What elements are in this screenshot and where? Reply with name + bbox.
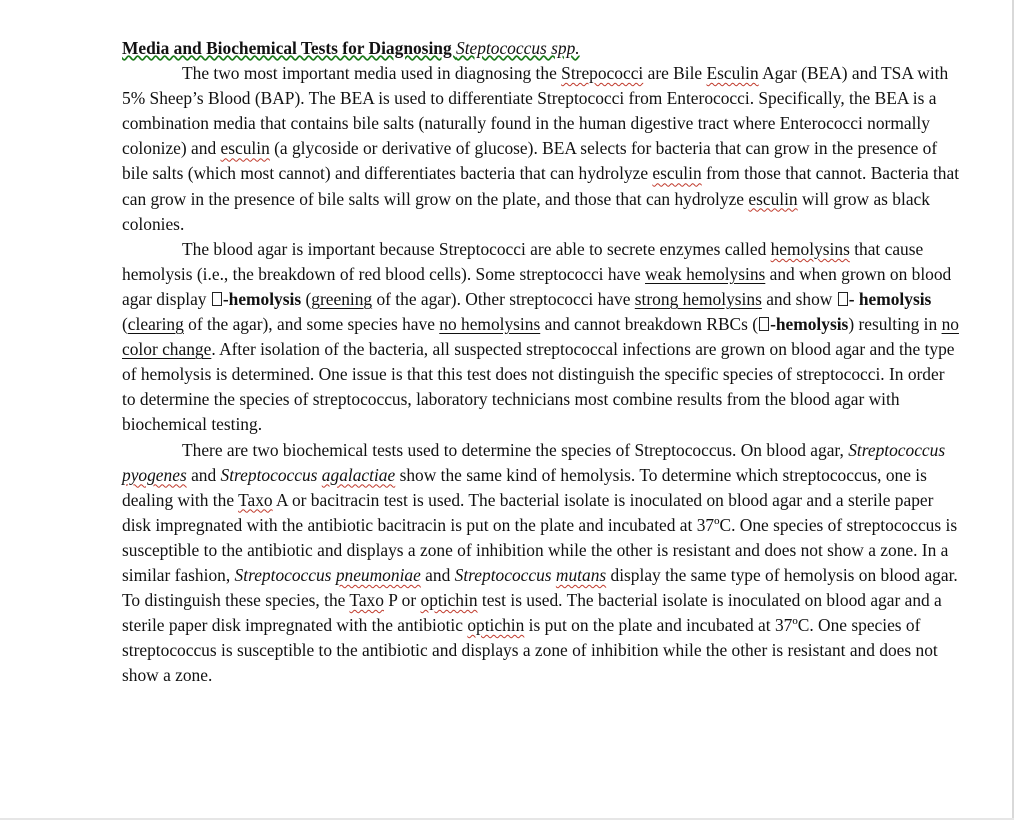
document-body xyxy=(122,36,962,688)
species-genus: Streptococcus xyxy=(220,464,322,485)
text-run: show the same kind of hemolysis. To determine which streptococcus, one is dealing with the xyxy=(122,464,927,510)
species-genus: Streptococcus xyxy=(454,564,556,585)
spelling-flag: pyogenes xyxy=(122,464,187,485)
species-genus: Streptococcus xyxy=(234,564,336,585)
text-run: ( xyxy=(301,288,312,309)
text-run: ) resulting in xyxy=(848,314,942,335)
text-run: of the agar). Other streptococci have xyxy=(372,288,635,309)
underlined-term: strong hemolysins xyxy=(634,288,762,309)
text-run: P or xyxy=(383,590,421,611)
text-run: Agar (BEA) and TSA with 5% Sheep’s Blood (BAP). The BEA is used to differentiate Streptococci from Enterococci. Specifically, the BEA is a combination media that contains bile salts (naturally found in the human digestive tract where Enterococci normally colonize) and xyxy=(122,63,949,159)
text-run: test is used. The bacterial isolate is inoculated on blood agar and a sterile paper disk impregnated with the antibiotic xyxy=(122,590,942,636)
text-run: of the agar), and some species have xyxy=(183,314,440,335)
text-run: There are two biochemical tests used to determine the species of Streptococcus. On blood agar, xyxy=(182,439,849,460)
paragraph-blood-agar xyxy=(122,237,962,438)
text-run: that cause hemolysis (i.e., the breakdown of red blood cells). Some streptococci have xyxy=(122,238,924,284)
text-run: and show xyxy=(761,288,837,309)
spelling-flag: esculin xyxy=(220,138,270,159)
text-run: and xyxy=(420,564,455,585)
paragraph-media xyxy=(122,61,962,237)
underlined-term: weak hemolysins xyxy=(645,263,766,284)
spelling-flag: Esculin xyxy=(706,63,759,84)
underlined-term: clearing xyxy=(127,314,184,335)
bold-term: - hemolysis xyxy=(848,288,932,309)
text-run: and when grown on blood agar display xyxy=(122,263,952,309)
spelling-flag: Taxo xyxy=(349,590,384,611)
text-run: will grow as black colonies. xyxy=(122,188,930,234)
underlined-term: no color change xyxy=(122,314,959,360)
species-genus: Streptococcus xyxy=(848,439,946,460)
spelling-flag: optichin xyxy=(467,615,525,636)
spelling-flag: esculin xyxy=(748,188,798,209)
spelling-flag: optichin xyxy=(420,590,478,611)
spelling-flag: mutans xyxy=(555,564,607,585)
underlined-term: greening xyxy=(311,288,373,309)
missing-glyph-icon xyxy=(838,292,848,306)
spelling-flag: hemolysins xyxy=(770,238,850,259)
text-run: and cannot breakdown RBCs ( xyxy=(540,314,759,335)
spelling-flag: pneumoniae xyxy=(335,564,421,585)
document-title xyxy=(122,36,962,61)
title-genus: Steptococcus spp. xyxy=(456,38,580,58)
text-run: and xyxy=(186,464,221,485)
bold-term: -hemolysis xyxy=(222,288,302,309)
text-run: . After isolation of the bacteria, all suspected streptococcal infections are grown on blood agar and the type of hemolysis is determined. One issue is that this test does not distinguish the specific species of streptococci. In order to determine the species of streptococcus, laboratory technicians most combine results from the blood agar with biochemical testing. xyxy=(122,339,955,435)
spelling-flag: Taxo xyxy=(238,489,273,510)
bold-term: -hemolysis xyxy=(770,314,849,335)
text-run: A or bacitracin test is used. The bacterial isolate is inoculated on blood agar and a sterile paper disk impregnated with the antibiotic bacitracin is put on the plate and incubated at 37ºC. One species of streptococcus is susceptible to the antibiotic and displays a zone of inhibition while the other is resistant and does not show a zone. In a similar fashion, xyxy=(122,489,958,585)
text-run: ( xyxy=(122,314,128,335)
text-run: The blood agar is important because Streptococci are able to secrete enzymes called xyxy=(182,238,771,259)
underlined-term: no hemolysins xyxy=(439,314,541,335)
spelling-flag: esculin xyxy=(652,163,702,184)
text-run: is put on the plate and incubated at 37ºC. One species of streptococcus is susceptible to the antibiotic and displays a zone of inhibition while the other is resistant and does not show a zone. xyxy=(122,615,938,686)
text-run: from those that cannot. Bacteria that can grow in the presence of bile salts will grow on the plate, and those that can hydrolyze xyxy=(122,163,960,209)
text-run: display the same type of hemolysis on blood agar. To distinguish these species, the xyxy=(122,564,958,611)
text-run: are Bile xyxy=(643,63,707,84)
missing-glyph-icon xyxy=(759,317,769,331)
missing-glyph-icon xyxy=(212,292,222,306)
spelling-flag: Strepococci xyxy=(561,63,644,84)
text-run: The two most important media used in diagnosing the xyxy=(182,63,562,84)
paragraph-biochemical-tests xyxy=(122,438,962,689)
text-run: (a glycoside or derivative of glucose). BEA selects for bacteria that can grow in the presence of bile salts (which most cannot) and differentiates bacteria that can hydrolyze xyxy=(122,138,938,184)
title-text: Media and Biochemical Tests for Diagnosing xyxy=(122,38,456,58)
spelling-flag: agalactiae xyxy=(321,464,396,485)
